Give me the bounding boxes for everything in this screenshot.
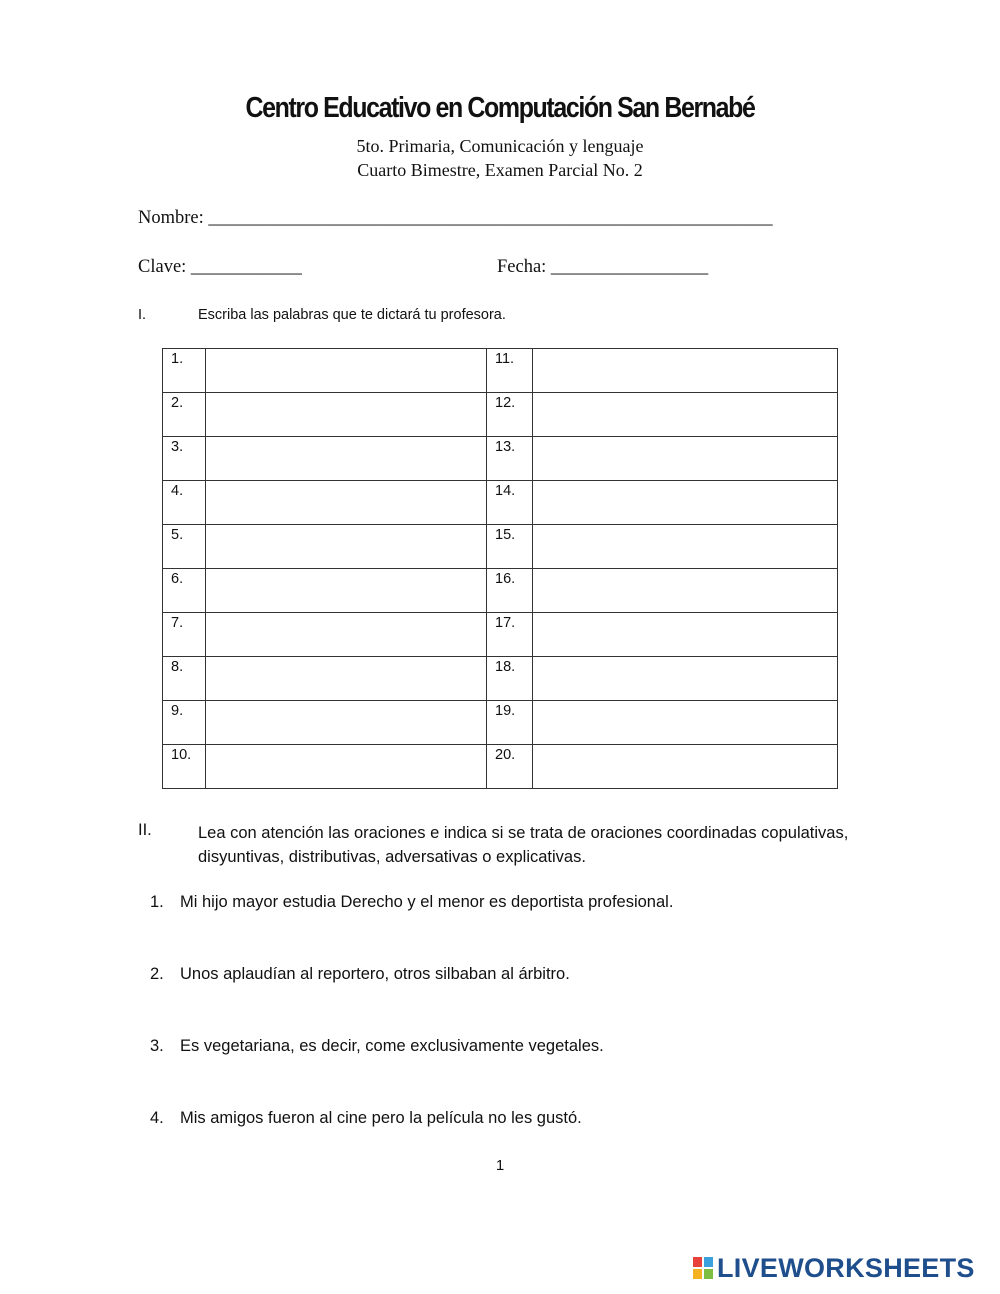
word-number-left: 2. xyxy=(163,393,206,437)
word-number-right: 15. xyxy=(487,525,533,569)
word-number-left: 5. xyxy=(163,525,206,569)
word-answer-cell[interactable] xyxy=(206,701,487,745)
word-answer-cell[interactable] xyxy=(533,657,838,701)
dictation-row xyxy=(163,437,838,481)
word-number-left: 3. xyxy=(163,437,206,481)
sentence-number: 3. xyxy=(150,1037,164,1055)
brand-wordmark: LIVEWORKSHEETS xyxy=(717,1252,975,1283)
liveworksheets-logo-icon xyxy=(692,1256,714,1280)
word-answer-cell[interactable] xyxy=(206,569,487,613)
word-answer-cell[interactable] xyxy=(533,393,838,437)
word-answer-cell[interactable] xyxy=(533,437,838,481)
document-title: Centro Educativo en Computación San Bernabé xyxy=(245,92,755,124)
dictation-row xyxy=(163,525,838,569)
word-number-right: 11. xyxy=(487,349,533,393)
dictation-row xyxy=(163,569,838,613)
section-1-instruction: Escriba las palabras que te dictará tu profesora. xyxy=(198,307,506,323)
subtitle-course: 5to. Primaria, Comunicación y lenguaje xyxy=(356,136,644,156)
dictation-row xyxy=(163,657,838,701)
word-answer-cell[interactable] xyxy=(206,349,487,393)
word-answer-cell[interactable] xyxy=(206,437,487,481)
sentence-item xyxy=(150,893,673,912)
section-2-number: II. xyxy=(138,821,152,839)
subtitle-exam: Cuarto Bimestre, Examen Parcial No. 2 xyxy=(357,160,643,180)
sentence-number: 4. xyxy=(150,1109,164,1127)
word-number-left: 8. xyxy=(163,657,206,701)
dictation-row xyxy=(163,393,838,437)
dictation-row xyxy=(163,745,838,789)
word-answer-cell[interactable] xyxy=(206,481,487,525)
word-number-left: 10. xyxy=(163,745,206,789)
section-1-number: I. xyxy=(138,307,147,323)
word-answer-cell[interactable] xyxy=(533,525,838,569)
word-answer-cell[interactable] xyxy=(533,613,838,657)
dictation-row xyxy=(163,701,838,745)
word-number-right: 19. xyxy=(487,701,533,745)
word-answer-cell[interactable] xyxy=(206,613,487,657)
word-number-right: 17. xyxy=(487,613,533,657)
word-number-right: 12. xyxy=(487,393,533,437)
word-number-right: 13. xyxy=(487,437,533,481)
word-number-right: 20. xyxy=(487,745,533,789)
dictation-table xyxy=(162,348,838,789)
dictation-row xyxy=(163,349,838,393)
word-number-left: 9. xyxy=(163,701,206,745)
sentence-item xyxy=(150,1109,582,1128)
fecha-field[interactable]: Fecha: _________________ xyxy=(497,257,709,277)
word-number-left: 6. xyxy=(163,569,206,613)
dictation-row xyxy=(163,481,838,525)
dictation-row xyxy=(163,613,838,657)
nombre-field[interactable]: Nombre: _____________________________________________________________ xyxy=(138,208,773,228)
word-answer-cell[interactable] xyxy=(206,525,487,569)
sentence-item xyxy=(150,965,570,984)
sentence-text: Mis amigos fueron al cine pero la película no les gustó. xyxy=(180,1109,582,1127)
word-number-right: 16. xyxy=(487,569,533,613)
word-answer-cell[interactable] xyxy=(206,745,487,789)
clave-field[interactable]: Clave: ____________ xyxy=(138,257,302,277)
word-number-right: 14. xyxy=(487,481,533,525)
word-number-left: 4. xyxy=(163,481,206,525)
sentence-number: 2. xyxy=(150,965,164,983)
liveworksheets-brand[interactable] xyxy=(692,1253,975,1283)
word-answer-cell[interactable] xyxy=(533,349,838,393)
word-number-right: 18. xyxy=(487,657,533,701)
section-2-instruction: Lea con atención las oraciones e indica si se trata de oraciones coordinadas copulativas, disyuntivas, distributivas, adversativas o explicativas. xyxy=(198,824,849,866)
word-answer-cell[interactable] xyxy=(533,569,838,613)
page-number: 1 xyxy=(495,1157,505,1174)
word-answer-cell[interactable] xyxy=(206,657,487,701)
word-answer-cell[interactable] xyxy=(533,701,838,745)
sentence-text: Mi hijo mayor estudia Derecho y el menor es deportista profesional. xyxy=(180,893,674,911)
word-number-left: 1. xyxy=(163,349,206,393)
word-answer-cell[interactable] xyxy=(533,745,838,789)
word-answer-cell[interactable] xyxy=(533,481,838,525)
sentence-number: 1. xyxy=(150,893,164,911)
sentence-text: Unos aplaudían al reportero, otros silbaban al árbitro. xyxy=(180,965,570,983)
word-answer-cell[interactable] xyxy=(206,393,487,437)
sentence-text: Es vegetariana, es decir, come exclusivamente vegetales. xyxy=(180,1037,604,1055)
sentence-item xyxy=(150,1037,604,1056)
word-number-left: 7. xyxy=(163,613,206,657)
